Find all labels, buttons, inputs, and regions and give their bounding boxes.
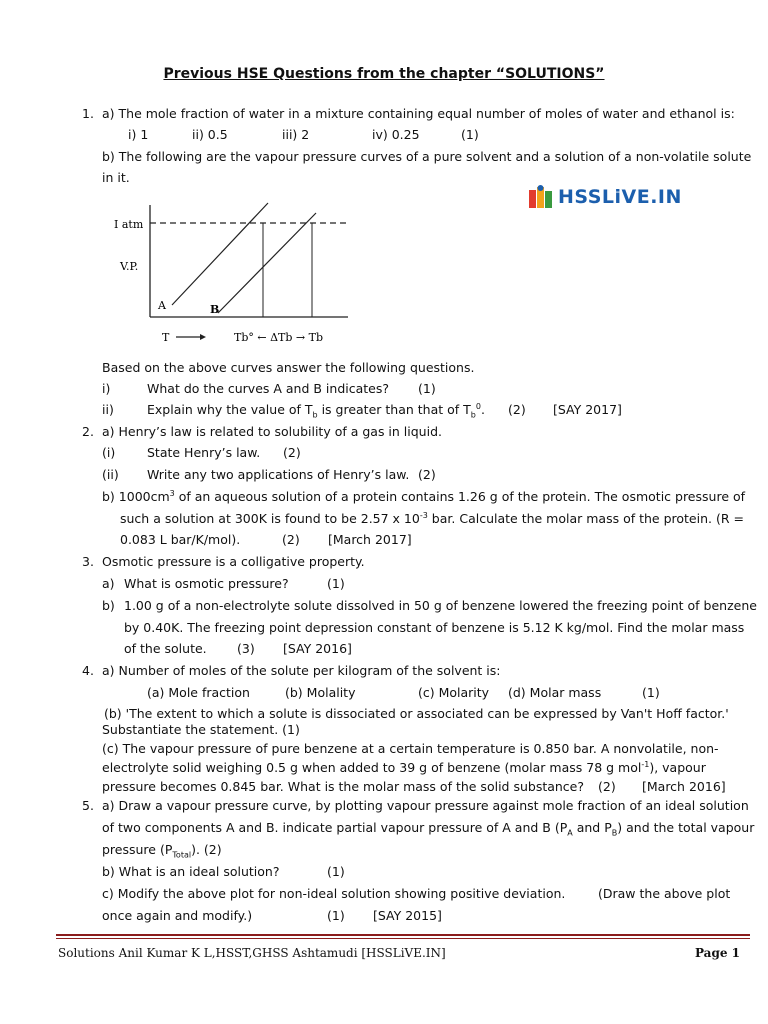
q5-c-line1-tail: (Draw the above plot [598, 886, 731, 901]
q3-a-mark: (1) [327, 576, 345, 591]
page-number: Page 1 [694, 946, 740, 960]
q4-b-line2: Substantiate the statement. (1) [102, 722, 300, 737]
q2-b-line1: b) $1000cm^3$ of an aqueous solution of a protein contains 1.26 g of the protein. The osmotic pressure of [102, 488, 746, 504]
q3-a-text: What is osmotic pressure? [124, 576, 289, 591]
q5-a-line3: pressure $(P_{Total})$. (2) [102, 842, 222, 860]
curve-a [172, 203, 268, 305]
y-axis-label: V.P. [120, 260, 139, 273]
q2-b-line2: such a solution at 300K is found to be 2.57 x $10^{-3}$ bar. Calculate the molar mass of the protein. (R = [120, 510, 744, 526]
page-title: Previous HSE Questions from the chapter “SOLUTIONS” [163, 66, 605, 82]
q4-c-line1: (c) The vapour pressure of pure benzene at a certain temperature is 0.850 bar. A nonvolatile, non- [102, 741, 719, 756]
q5-c-mark: (1) [327, 908, 345, 923]
q2-i-mark: (2) [283, 445, 301, 460]
curve-a-label: A [158, 299, 166, 312]
footer-credit: Solutions Anil Kumar K L,HSST,GHSS Ashtamudi [HSSLiVE.IN] [58, 946, 446, 960]
q4-c-line3: pressure becomes 0.845 bar. What is the molar mass of the solid substance? [102, 779, 585, 794]
q3-number: 3. [82, 554, 94, 569]
footer-rule-thin [56, 938, 750, 939]
q4-option-a: (a) Mole fraction [147, 685, 250, 700]
q3-b-mark: (3) [237, 641, 255, 656]
q1-ii-mark: (2) [508, 402, 526, 417]
books-icon [528, 184, 554, 210]
q2-b-mark: (2) [282, 532, 300, 547]
q5-c-line2: once again and modify.) [102, 908, 253, 923]
q1-ii-text: Explain why the value of $T_b$ is greater than that of $T_b^0$. [147, 401, 485, 420]
q3-b-line2: by 0.40K. The freezing point depression constant of benzene is 5.12 K kg/mol. Find the molar mass [124, 620, 745, 635]
q1-i-num: i) [102, 381, 111, 396]
q5-c-line1: c) Modify the above plot for non-ideal solution showing positive deviation. [102, 886, 566, 901]
q1-ii-tag: [SAY 2017] [553, 402, 622, 417]
q1-option-3: iii) 2 [282, 127, 310, 142]
footer-rule [56, 934, 750, 936]
x-axis-left-label: T [162, 331, 170, 344]
q5-number: 5. [82, 798, 94, 813]
q3-b-line3: of the solute. [124, 641, 207, 656]
q2-i-text: State Henry’s law. [147, 445, 261, 460]
q3-b-tag: [SAY 2016] [283, 641, 352, 656]
q3-b-num: b) [102, 598, 115, 613]
q5-c-tag: [SAY 2015] [373, 908, 442, 923]
q1-i-text: What do the curves A and B indicates? [147, 381, 390, 396]
arrowhead-icon [200, 334, 206, 340]
q1-part-b-line2: in it. [102, 170, 130, 185]
q3-b-line1: 1.00 g of a non-electrolyte solute dissolved in 50 g of benzene lowered the freezing point of benzene [124, 598, 757, 613]
q4-c-mark: (2) [598, 779, 616, 794]
q2-ii-text: Write any two applications of Henry’s law. [147, 467, 410, 482]
q4-option-d: (d) Molar mass [508, 685, 602, 700]
curve-b-label: B [210, 303, 220, 316]
hsslive-logo [528, 182, 682, 212]
q5-a-line2: of two components A and B. indicate partial vapour pressure of A and B ($P_A$ and $P_B$) and the total vapour [102, 820, 755, 838]
q4-mark: (1) [642, 685, 660, 700]
logo-text: HSSLiVE.IN [558, 186, 682, 208]
q4-option-c: (c) Molarity [418, 685, 490, 700]
y-top-label: I atm [114, 218, 144, 231]
q1-part-b-line1: b) The following are the vapour pressure curves of a pure solvent and a solution of a non-volatile solute [102, 149, 752, 164]
q4-part-a: a) Number of moles of the solute per kilogram of the solvent is: [102, 663, 501, 678]
q4-option-b: (b) Molality [285, 685, 356, 700]
q1-based-on: Based on the above curves answer the following questions. [102, 360, 475, 375]
q2-ii-mark: (2) [418, 467, 436, 482]
q4-b-line1: (b) 'The extent to which a solute is dissociated or associated can be expressed by Van't Hoff factor.' [104, 706, 729, 721]
q5-b: b) What is an ideal solution? [102, 864, 280, 879]
q5-a-line1: a) Draw a vapour pressure curve, by plotting vapour pressure against mole fraction of an ideal solution [102, 798, 749, 813]
q1-part-a: a) The mole fraction of water in a mixture containing equal number of moles of water and ethanol is: [102, 106, 735, 121]
q4-c-line2: electrolyte solid weighing 0.5 g when added to 39 g of benzene (molar mass 78 g mol$^{-1}$), vapour [102, 759, 706, 775]
vapour-pressure-graph [100, 195, 360, 350]
q4-c-tag: [March 2016] [642, 779, 726, 794]
q1-option-1: i) 1 [128, 127, 149, 142]
q2-ii-num: (ii) [102, 467, 119, 482]
x-axis-mid-label: Tb° ← ΔTb → Tb [234, 331, 323, 344]
q3-a-num: a) [102, 576, 115, 591]
q1-option-4: iv) 0.25 [372, 127, 420, 142]
q3-intro: Osmotic pressure is a colligative property. [102, 554, 365, 569]
q1-i-mark: (1) [418, 381, 436, 396]
q5-b-mark: (1) [327, 864, 345, 879]
curve-b [218, 213, 316, 313]
q1-mark: (1) [461, 127, 479, 142]
q2-b-tag: [March 2017] [328, 532, 412, 547]
q2-number: 2. [82, 424, 94, 439]
q1-ii-num: ii) [102, 402, 114, 417]
q4-number: 4. [82, 663, 94, 678]
q1-option-2: ii) 0.5 [192, 127, 228, 142]
q2-i-num: (i) [102, 445, 116, 460]
q1-number: 1. [82, 106, 94, 121]
q2-b-line3: 0.083 L bar/K/mol). [120, 532, 241, 547]
q2-part-a: a) Henry’s law is related to solubility of a gas in liquid. [102, 424, 442, 439]
